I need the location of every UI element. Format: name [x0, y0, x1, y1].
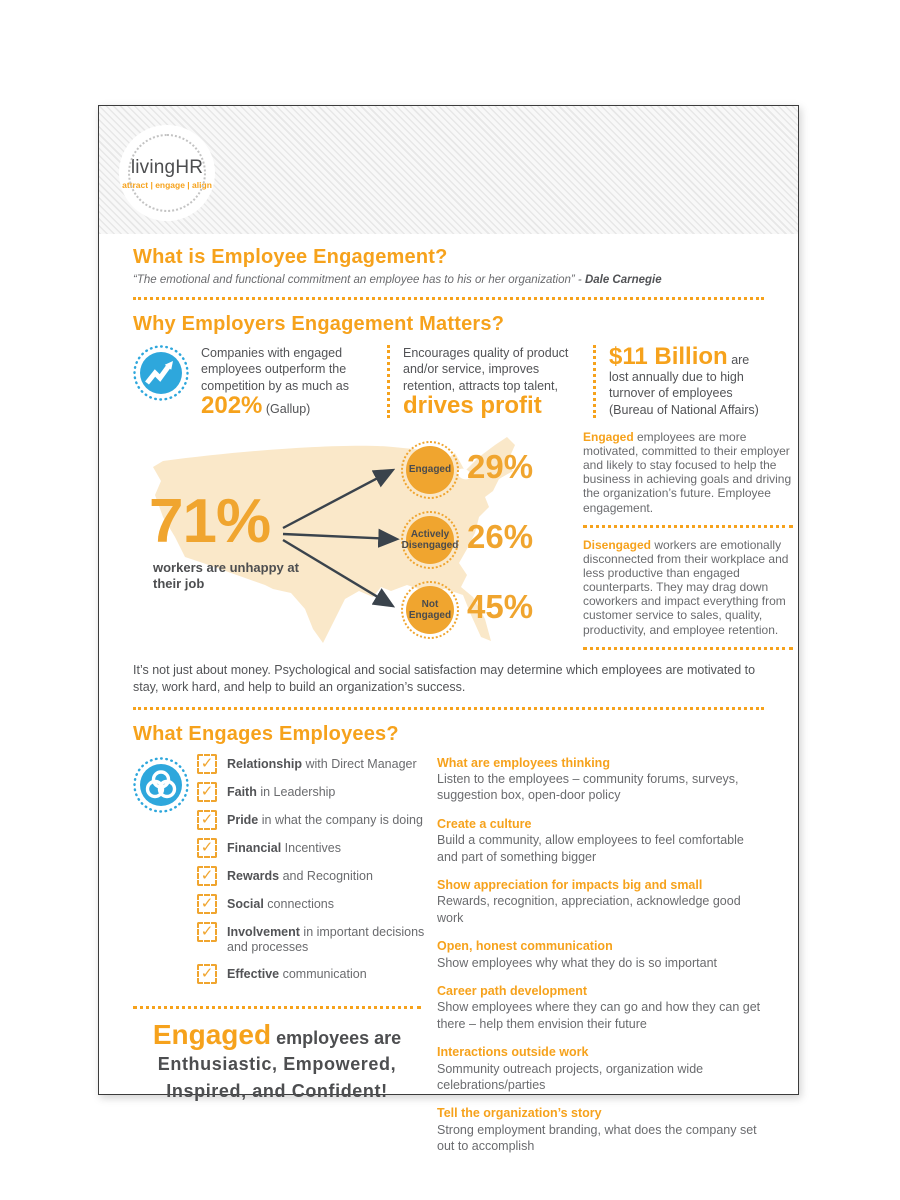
topic: Show appreciation for impacts big and small Rewards, recognition, appreciation, acknowledge good work: [437, 877, 741, 925]
section-what-is-engagement: [133, 246, 764, 300]
stat-text: Encourages quality of product and/or service, improves retention, attracts top talent, drives profit: [403, 346, 569, 419]
checkbox-icon: [197, 894, 217, 914]
quote: [133, 274, 764, 286]
checklist-item: ✓ Financial Incentives: [197, 838, 433, 858]
not-engaged-value: 45%: [467, 587, 534, 625]
checkbox-icon: [197, 964, 217, 984]
disengaged-paragraph: Disengaged workers are emotionally disconnected from their workplace and less productive than engaged counterparts. They may drag down coworkers and impact everything from customer service to sales, quality, productivity, and employee retention.: [583, 537, 789, 637]
checklist-item: ✓ Effective communication: [197, 964, 433, 984]
engage-topics: [433, 754, 764, 1168]
stat-highlight: $11 Billion: [609, 343, 728, 370]
engaged-value: 29%: [467, 447, 534, 485]
checkmark-icon: ✓: [200, 923, 214, 940]
section-title: What Engages Employees?: [133, 722, 399, 745]
not-engaged-circle: Not Engaged: [401, 581, 459, 639]
checkmark-icon: ✓: [200, 867, 214, 884]
quote-author: Dale Carnegie: [584, 274, 662, 286]
dotted-divider: [133, 297, 764, 300]
checkmark-icon: ✓: [200, 811, 214, 828]
checklist-item: ✓ Pride in what the company is doing: [197, 810, 433, 830]
page-content: [99, 246, 798, 1167]
engaged-circle: Engaged: [401, 441, 459, 499]
side-paragraphs: [583, 430, 793, 660]
topic: Interactions outside work Sommunity outreach projects, organization wide celebrations/parties: [437, 1044, 704, 1092]
closing-statement: Engaged employees are Enthusiastic, Empowered, Inspired, and Confident!: [152, 1018, 402, 1101]
engage-columns: [133, 754, 764, 1168]
stat-text: $11 Billion are lost annually due to high turnover of employees (Bureau of National Affairs): [609, 343, 759, 417]
icon-column: [133, 754, 197, 992]
stat-columns: [133, 345, 764, 418]
dotted-divider: [583, 647, 793, 650]
logo-name: livingHR: [130, 156, 204, 178]
checkbox-icon: [197, 866, 217, 886]
checkmark-icon: ✓: [200, 755, 214, 772]
checklist-item: ✓ Involvement in important decisions and processes: [197, 922, 433, 956]
checkbox-icon: [197, 754, 217, 774]
stat-column-1: [133, 345, 385, 418]
stat-text: Companies with engaged employees outperform the competition by as much as 202% (Gallup): [201, 346, 349, 419]
checklist-item: ✓ Rewards and Recognition: [197, 866, 433, 886]
stat-highlight: drives profit: [403, 391, 542, 419]
topic: Career path development Show employees where they can go and how they can get there – help them envision their future: [437, 983, 761, 1031]
section-title: Why Employers Engagement Matters?: [133, 313, 505, 335]
interlocking-rings-icon: [133, 757, 189, 813]
checkmark-icon: ✓: [200, 783, 214, 800]
checkbox-icon: [197, 810, 217, 830]
stat-column-3: [593, 345, 764, 418]
checkmark-icon: ✓: [200, 839, 214, 856]
actively-disengaged-circle: Actively Disengaged: [401, 511, 459, 569]
dotted-divider: [133, 1006, 421, 1009]
checkbox-icon: [197, 838, 217, 858]
section-title: What is Employee Engagement?: [133, 246, 448, 268]
checklist-item: ✓ Relationship with Direct Manager: [197, 754, 433, 774]
dotted-divider: [133, 707, 764, 710]
header-band: [99, 106, 798, 234]
infographic-page: [98, 105, 799, 1153]
logo-dotted-ring-icon: [128, 134, 206, 212]
footnote-paragraph: It’s not just about money. Psychological and social satisfaction may determine which employees are motivated to stay, work hard, and help to build an organization’s success.: [133, 662, 756, 694]
section-what-engages: [133, 723, 764, 1168]
engage-left-column: [133, 754, 433, 1168]
logo-tagline: attract | engage | align: [122, 179, 212, 190]
checklist: [197, 754, 433, 992]
dotted-divider: [583, 525, 793, 528]
section-why-it-matters: [133, 313, 764, 418]
quote-text: “The emotional and functional commitment an employee has to his or her organization” -: [133, 274, 585, 286]
trend-up-icon: [133, 345, 189, 401]
checkbox-icon: [197, 922, 217, 942]
checklist-item: ✓ Faith in Leadership: [197, 782, 433, 802]
checklist-item: ✓ Social connections: [197, 894, 433, 914]
actively-disengaged-value: 26%: [467, 517, 534, 555]
big-percent-caption: workers are unhappy at their job: [153, 559, 299, 591]
topic: Create a culture Build a community, allow employees to feel comfortable and part of something bigger: [437, 816, 744, 864]
topic: Open, honest communication Show employees why what they do is so important: [437, 938, 717, 970]
checkbox-icon: [197, 782, 217, 802]
big-percent: 71%: [149, 486, 271, 556]
logo: [119, 125, 215, 221]
checkmark-icon: ✓: [200, 965, 214, 983]
topic: Tell the organization’s story Strong employment branding, what does the company set out to accomplish: [437, 1106, 757, 1153]
checkmark-icon: ✓: [200, 895, 214, 912]
stat-column-2: [387, 345, 587, 418]
topic: What are employees thinking Listen to the employees – community forums, surveys, suggestion box, open-door policy: [437, 755, 739, 803]
stat-highlight: 202%: [201, 391, 263, 419]
engaged-paragraph: Engaged employees are more motivated, committed to their employer and likely to stay focused to help the business in achieving goals and driving the organization’s future. Employee engagement.: [583, 429, 792, 515]
engagement-figure: [133, 428, 792, 660]
